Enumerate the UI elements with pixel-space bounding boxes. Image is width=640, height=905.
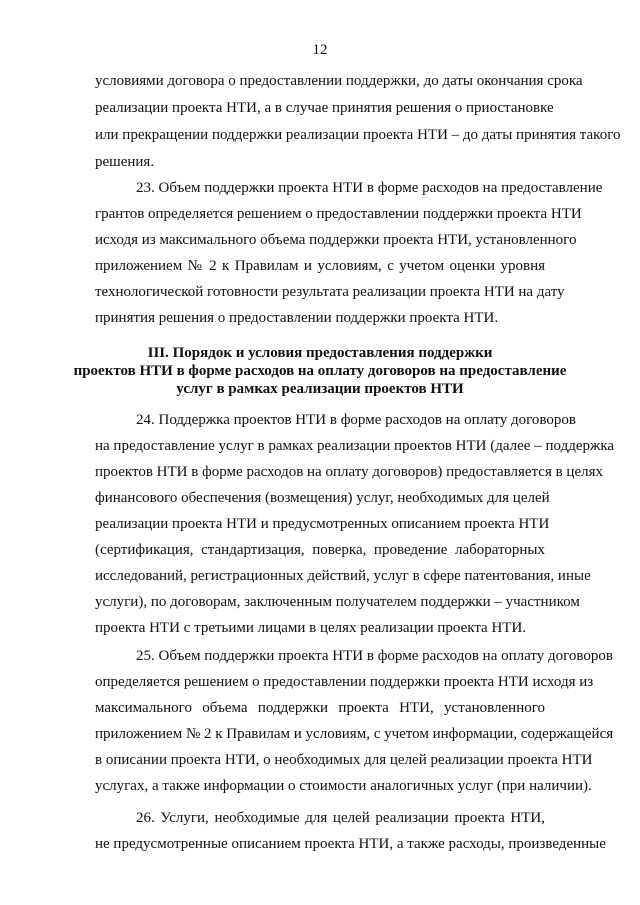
text-line: 23. Объем поддержки проекта НТИ в форме расходов на предоставление	[136, 180, 603, 196]
text-line: 26. Услуги, необходимые для целей реализации проекта НТИ,	[136, 810, 545, 826]
text-line: реализации проекта НТИ и предусмотренных описанием проекта НТИ	[95, 516, 550, 532]
text-line: исследований, регистрационных действий, услуг в сфере патентования, иные	[95, 568, 591, 584]
text-line: определяется решением о предоставлении поддержки проекта НТИ исходя из	[95, 674, 594, 690]
text-line: условиями договора о предоставлении поддержки, до даты окончания срока	[95, 73, 583, 89]
text-line: принятия решения о предоставлении поддержки проекта НТИ.	[95, 310, 499, 326]
text-line: или прекращении поддержки реализации проекта НТИ – до даты принятия такого	[95, 127, 621, 143]
text-line: 25. Объем поддержки проекта НТИ в форме расходов на оплату договоров	[136, 648, 613, 664]
text-line: не предусмотренные описанием проекта НТИ, а также расходы, произведенные	[95, 836, 606, 852]
text-line: исходя из максимального объема поддержки проекта НТИ, установленного	[95, 232, 577, 248]
text-line: приложением № 2 к Правилам и условиям, с учетом информации, содержащейся	[95, 726, 614, 742]
text-line: технологической готовности результата реализации проекта НТИ на дату	[95, 284, 565, 300]
text-line: услугах, а также информации о стоимости аналогичных услуг (при наличии).	[95, 778, 592, 794]
text-line: грантов определяется решением о предоставлении поддержки проекта НТИ	[95, 206, 582, 222]
text-line: услуги), по договорам, заключенным получателем поддержки – участником	[95, 594, 580, 610]
text-line: решения.	[95, 154, 155, 170]
text-line: финансового обеспечения (возмещения) услуг, необходимых для целей	[95, 490, 550, 506]
text-line: 24. Поддержка проектов НТИ в форме расходов на оплату договоров	[136, 412, 576, 428]
text-line: (сертификация, стандартизация, поверка, проведение лабораторных	[95, 542, 545, 558]
section-heading-line: проектов НТИ в форме расходов на оплату договоров на предоставление	[73, 363, 567, 379]
text-line: максимального объема поддержки проекта НТИ, установленного	[95, 700, 545, 716]
page-number: 12	[312, 42, 328, 58]
section-heading-line: III. Порядок и условия предоставления поддержки	[147, 345, 493, 361]
section-heading-line: услуг в рамках реализации проектов НТИ	[176, 381, 464, 397]
text-line: проектов НТИ в форме расходов на оплату договоров) предоставляется в целях	[95, 464, 603, 480]
text-line: проекта НТИ с третьими лицами в целях реализации проекта НТИ.	[95, 620, 527, 636]
text-line: приложением № 2 к Правилам и условиям, с учетом оценки уровня	[95, 258, 545, 274]
text-line: реализации проекта НТИ, а в случае принятия решения о приостановке	[95, 100, 554, 116]
text-line: на предоставление услуг в рамках реализации проектов НТИ (далее – поддержка	[95, 438, 615, 454]
text-line: в описании проекта НТИ, о необходимых для целей реализации проекта НТИ	[95, 752, 593, 768]
